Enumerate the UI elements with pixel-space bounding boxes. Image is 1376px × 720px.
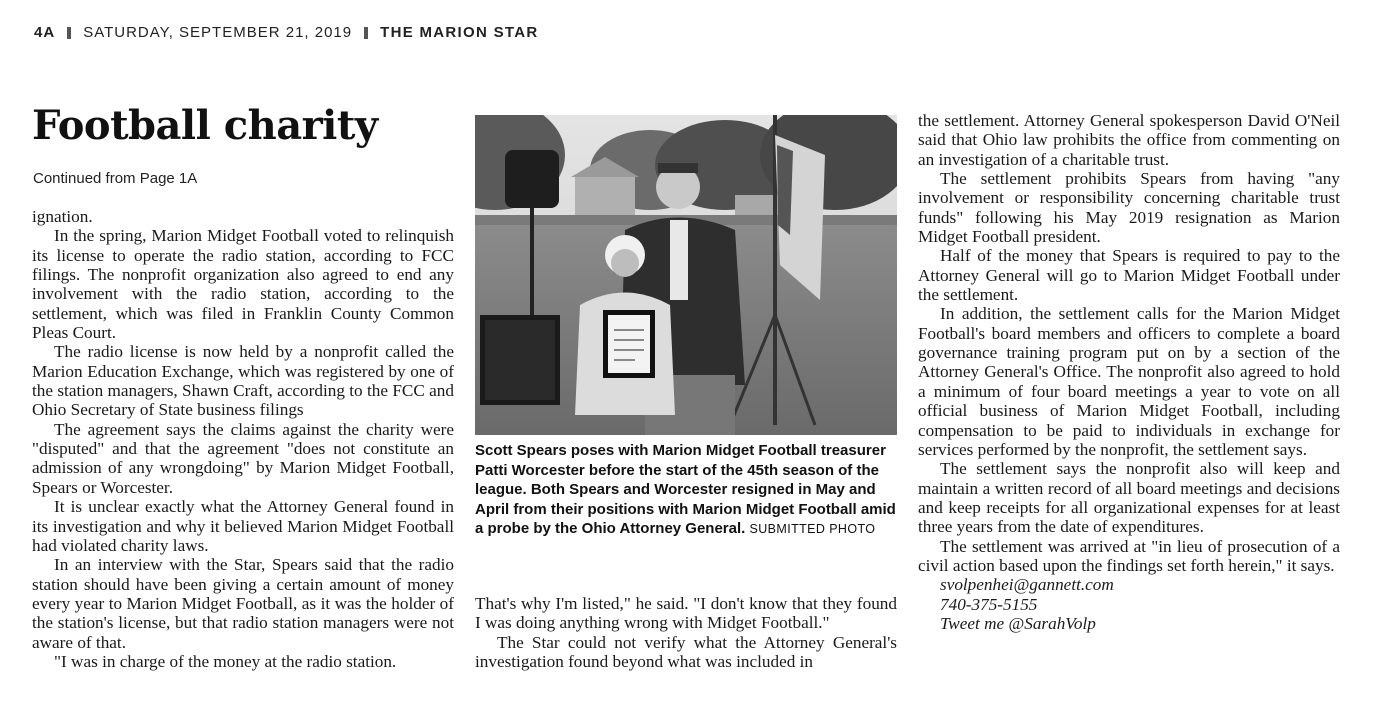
caption-text: Scott Spears poses with Marion Midget Football treasurer Patti Worcester before the start of the 45th season of the league. Both Spears and Worcester resigned in May and April from their positions with Marion Midget Football amid a probe by the Ohio Attorney General.	[475, 442, 896, 537]
paragraph: ignation.	[32, 207, 93, 226]
column-1	[32, 207, 454, 671]
paragraph: Half of the money that Spears is required to pay to the Attorney General will go to Marion Midget Football under the settlement.	[918, 246, 1340, 305]
author-twitter: Tweet me @SarahVolp	[940, 613, 1096, 633]
paragraph: The settlement says the nonprofit also will keep and maintain a written record of all board meetings and decisions and keep receipts for all organizational expenses for at least three years from the date of expenditures.	[918, 459, 1340, 537]
paragraph: The agreement says the claims against the charity were "disputed" and that the agreement "does not constitute an admission of any wrongdoing" by Marion Midget Football, Spears or Worcester.	[32, 419, 454, 497]
author-phone: 740-375-5155	[940, 594, 1038, 614]
paragraph: In the spring, Marion Midget Football voted to relinquish its license to operate the radio station, according to FCC filings. The nonprofit organization also agreed to end any involvement with the radio station, according to the settlement, which was filed in Franklin County Common Pleas Court.	[32, 226, 454, 343]
paragraph: The settlement prohibits Spears from having "any involvement or responsibility concerning charitable trust funds" following his May 2019 resignation as Marion Midget Football president.	[918, 169, 1340, 247]
paragraph: The Star could not verify what the Attorney General's investigation found beyond what was included in	[475, 632, 897, 672]
photo-image	[475, 115, 897, 435]
headline: Football charity	[32, 102, 378, 149]
jump-line: Continued from Page 1A	[33, 170, 198, 187]
photo	[475, 115, 897, 435]
running-head	[34, 24, 539, 41]
newspaper-name: THE MARION STAR	[380, 24, 539, 41]
paragraph: The radio license is now held by a nonprofit called the Marion Education Exchange, which was registered by one of the station managers, Shawn Craft, according to the FCC and Ohio Secretary of State business filings	[32, 342, 454, 420]
issue-date: SATURDAY, SEPTEMBER 21, 2019	[83, 24, 353, 41]
paragraph: The settlement was arrived at "in lieu of prosecution of a civil action based upon the findings set forth herein," it says.	[918, 536, 1340, 575]
page-number: 4A	[34, 24, 56, 41]
divider	[67, 27, 71, 39]
paragraph: In addition, the settlement calls for the Marion Midget Football's board members and officers to complete a board governance training program put on by a section of the Attorney General's Office. The nonprofit also agreed to hold a minimum of four board meetings a year to vote on all official business of Marion Midget Football, including compensation to be paid to individuals in exchange for services performed by the nonprofit, the settlement says.	[918, 304, 1340, 459]
photo-caption	[475, 441, 899, 540]
paragraph: "I was in charge of the money at the radio station.	[54, 651, 397, 671]
paragraph: In an interview with the Star, Spears said that the radio station should have been giving a certain amount of money every year to Marion Midget Football, as it was the holder of the station's license, but that radio station managers were not aware of that.	[32, 555, 454, 652]
divider	[364, 27, 368, 39]
column-3	[918, 111, 1340, 633]
paragraph: the settlement. Attorney General spokesperson David O'Neil said that Ohio law prohibits the office from commenting on an investigation of a charitable trust.	[918, 111, 1340, 169]
paragraph: That's why I'm listed," he said. "I don't know that they found I was doing anything wrong with Midget Football."	[475, 594, 897, 633]
paragraph: It is unclear exactly what the Attorney General found in its investigation and why it believed Marion Midget Football had violated charity laws.	[32, 497, 454, 555]
author-email: svolpenhei@gannett.com	[940, 575, 1114, 595]
photo-credit: SUBMITTED PHOTO	[749, 522, 876, 536]
column-2	[475, 594, 897, 671]
